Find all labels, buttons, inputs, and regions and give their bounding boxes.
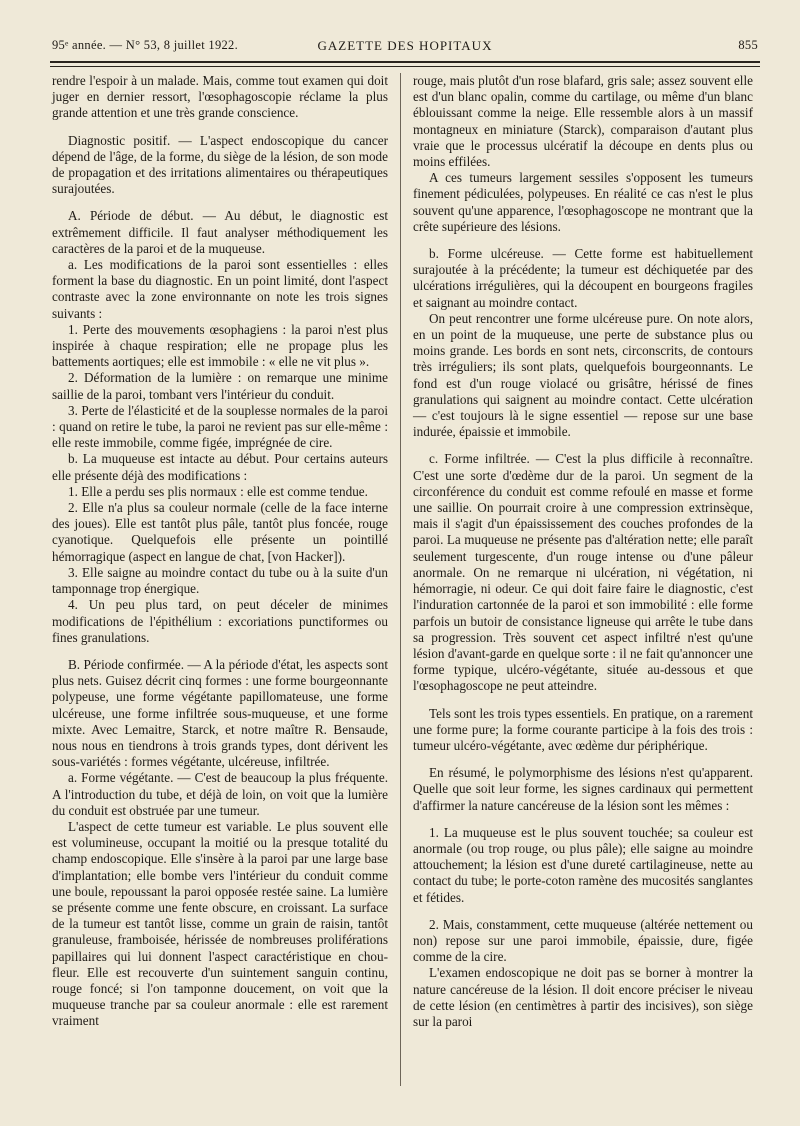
paragraph: b. La muqueuse est intacte au début. Pour certains auteurs elle présente déjà des modifications : — [52, 451, 388, 483]
paragraph: rouge, mais plutôt d'un rose blafard, gris sale; assez souvent elle est d'un blanc opalin, comme du cartilage, ou même d'un blanc éblouissant comme la neige. Elle ressemble alors à un massif montagneux en miniature (Starck), comparaison d'autant plus vraie que le processus ulcératif la découpe en dents plus ou moins effilées. — [413, 73, 753, 170]
paragraph: a. Forme végétante. — C'est de beaucoup la plus fréquente. A l'introduction du tube, et déjà de loin, on voit que la lumière du conduit est obstruée par une tumeur. — [52, 770, 388, 818]
column-divider — [400, 73, 401, 1086]
list-item: 3. Elle saigne au moindre contact du tube ou à la suite d'un tamponnage trop énergique. — [52, 564, 388, 597]
list-item: 2. Déformation de la lumière : on remarque une minime saillie de la paroi, tombant vers l'intérieur du conduit. — [52, 370, 388, 402]
paragraph: En résumé, le polymorphisme des lésions n'est qu'apparent. Quelle que soit leur forme, les signes cardinaux qui permettent d'affirmer la nature cancéreuse de la lésion sont les mêmes : — [413, 765, 753, 813]
paragraph: L'aspect de cette tumeur est variable. Le plus souvent elle est volumineuse, occupant la moitié ou la presque totalité du champ endoscopique. Elle s'insère à la paroi par une large base d'implantation; elle bombe vers l'intérieur du conduit comme une boule, repoussant la paroi opposée restée saine. La lumière se présente comme une fente obscure, en croissant. La surface de la tumeur est tantôt lisse, comme un grain de raisin, tantôt granuleuse, framboisée, hérissée de nombreuses proliférations papillaires qui lui donnent l'aspect caractéristique en chou-fleur. Elle est recouverte d'un suintement sanguin continu, rouge foncé; si l'on tamponne doucement, on voit que la muqueuse tranche par sa couleur anormale : elle est rarement vraiment — [52, 818, 388, 1029]
list-item: 2. Elle n'a plus sa couleur normale (celle de la face interne des joues). Elle est tantôt plus pâle, tantôt plus foncée, rouge cyanotique. Quelquefois elle présente un pointillé hémorragique (aspect en langue de chat, [von Hacker]). — [52, 500, 388, 564]
list-item: 1. Perte des mouvements œsophagiens : la paroi n'est plus inspirée à chaque respiration; elle ne propage plus les battements aortiques; elle est immobile : « elle ne vit plus ». — [52, 321, 388, 370]
subsection-heading-paragraph: A. Période de début. — Au début, le diagnostic est extrêmement difficile. Il faut analyser méthodiquement les caractères de la paroi et de la muqueuse. — [52, 208, 388, 256]
issue-info: 95ᵉ année. — N° 53, 8 juillet 1922. — [52, 38, 239, 52]
left-column — [52, 73, 388, 1030]
header-rule — [50, 61, 760, 63]
list-item: 2. Mais, constamment, cette muqueuse (altérée nettement ou non) repose sur une paroi immobile, épaissie, dure, figée comme de la cire. — [413, 916, 753, 965]
list-item: 3. Perte de l'élasticité et de la souplesse normales de la paroi : quand on retire le tube, la paroi ne revient pas sur elle-même : elle reste immobile, comme figée, imprégnée de cire. — [52, 402, 388, 451]
paragraph: A ces tumeurs largement sessiles s'opposent les tumeurs finement pédiculées, polypeuses. En réalité ce cas n'est le plus souvent qu'une apparence, l'œsophagoscope ne montrant que la crête supérieure des lésions. — [413, 170, 753, 234]
paragraph: L'examen endoscopique ne doit pas se borner à montrer la nature cancéreuse de la lésion. Il doit encore préciser le niveau de cette lésion (en centimètres à partir des incisives), son siège sur la paroi — [413, 965, 753, 1029]
paragraph: Tels sont les trois types essentiels. En pratique, on a rarement une forme pure; la forme courante participe à la fois des trois : tumeur ulcéro-végétante, avec œdème dur périphérique. — [413, 705, 753, 753]
right-column — [413, 73, 753, 1030]
list-item: 1. La muqueuse est le plus souvent touchée; sa couleur est anormale (ou trop rouge, ou plus pâle); elle saigne au moindre attouchement; la lésion est d'une dureté cartilagineuse, nette au contact du tube; le porte-coton ramène des mucosités sanglantes et fétides. — [413, 824, 753, 905]
header-rule-thin — [50, 66, 760, 67]
list-item: 1. Elle a perdu ses plis normaux : elle est comme tendue. — [68, 483, 368, 499]
paragraph: rendre l'espoir à un malade. Mais, comme tout examen qui doit juger en dernier ressort, l'œsophagoscopie réclame la plus grande attention et une très grande conscience. — [52, 73, 388, 121]
paragraph: On peut rencontrer une forme ulcéreuse pure. On note alors, en un point de la muqueuse, une perte de substance plus ou moins grande. Les bords en sont nets, circonscrits, de contours très irréguliers; ils sont plats, quelquefois bourgeonnants. Le fond est d'un rouge violacé ou grisâtre, hérissé de fines granulations qui saignent au moindre contact. Cette ulcération — c'est toujours là le signe essentiel — repose sur une base indurée, épaissie et immobile. — [413, 310, 753, 440]
page-number: 855 — [738, 38, 758, 52]
section-heading-paragraph: Diagnostic positif. — L'aspect endoscopique du cancer dépend de l'âge, de la forme, du siège de la lésion, de son mode de propagation et des irritations alimentaires ou thérapeutiques surajoutées. — [52, 132, 388, 197]
page-header — [52, 38, 758, 60]
paragraph: a. Les modifications de la paroi sont essentielles : elles forment la base du diagnostic. En un point limité, dont l'aspect contraste avec la zone environnante on note les trois signes suivants : — [52, 257, 388, 321]
journal-title: GAZETTE DES HOPITAUX — [317, 38, 493, 53]
paragraph: c. Forme infiltrée. — C'est la plus difficile à reconnaître. C'est une sorte d'œdème dur de la paroi. Un segment de la circonférence du conduit est comme refoulé en masse et forme une saillie. On pourrait croire à une compression extrinsèque, mais il s'agit d'un épaississement des couches profondes de la paroi. La muqueuse ne présente pas d'altération nette; elle paraît seulement turgescente, d'un rouge intense ou d'une pâleur anormale. On ne remarque ni ulcération, ni végétation, ni hémorragie, ni odeur. Ce qui doit faire faire le diagnostic, c'est l'induration cartonnée de la paroi et son immobilité : elle forme parfois un butoir de consistance ligneuse qui arrête le tube dans sa progression. Très souvent cet aspect infiltré n'est qu'une lésion d'avant-garde en quelque sorte : il ne fait qu'annoncer une forme typique, ulcéro-végétante, située au-dessous et que l'œsophagoscope ne peut atteindre. — [413, 451, 753, 694]
list-item: 4. Un peu plus tard, on peut déceler de minimes modifications de l'épithélium : excoriations punctiformes ou fines granulations. — [52, 597, 388, 645]
paragraph: b. Forme ulcéreuse. — Cette forme est habituellement surajoutée à la précédente; la tumeur est déchiquetée par des ulcérations irrégulières, qui la découpent en bourgeons fragiles et saignant au moindre contact. — [413, 246, 753, 310]
subsection-heading-paragraph: B. Période confirmée. — A la période d'état, les aspects sont plus nets. Guisez décrit cinq formes : une forme bourgeonnante polypeuse, une forme végétante papillomateuse, une forme ulcéreuse, une forme infiltrée sous-muqueuse, et une forme mixte. Avec Lemaitre, Starck, et notre maître R. Bensaude, nous nous en tiendrons à trois grands types, dont dérivent les sous-variétés : formes végétante, ulcéreuse, infiltrée. — [52, 656, 388, 770]
